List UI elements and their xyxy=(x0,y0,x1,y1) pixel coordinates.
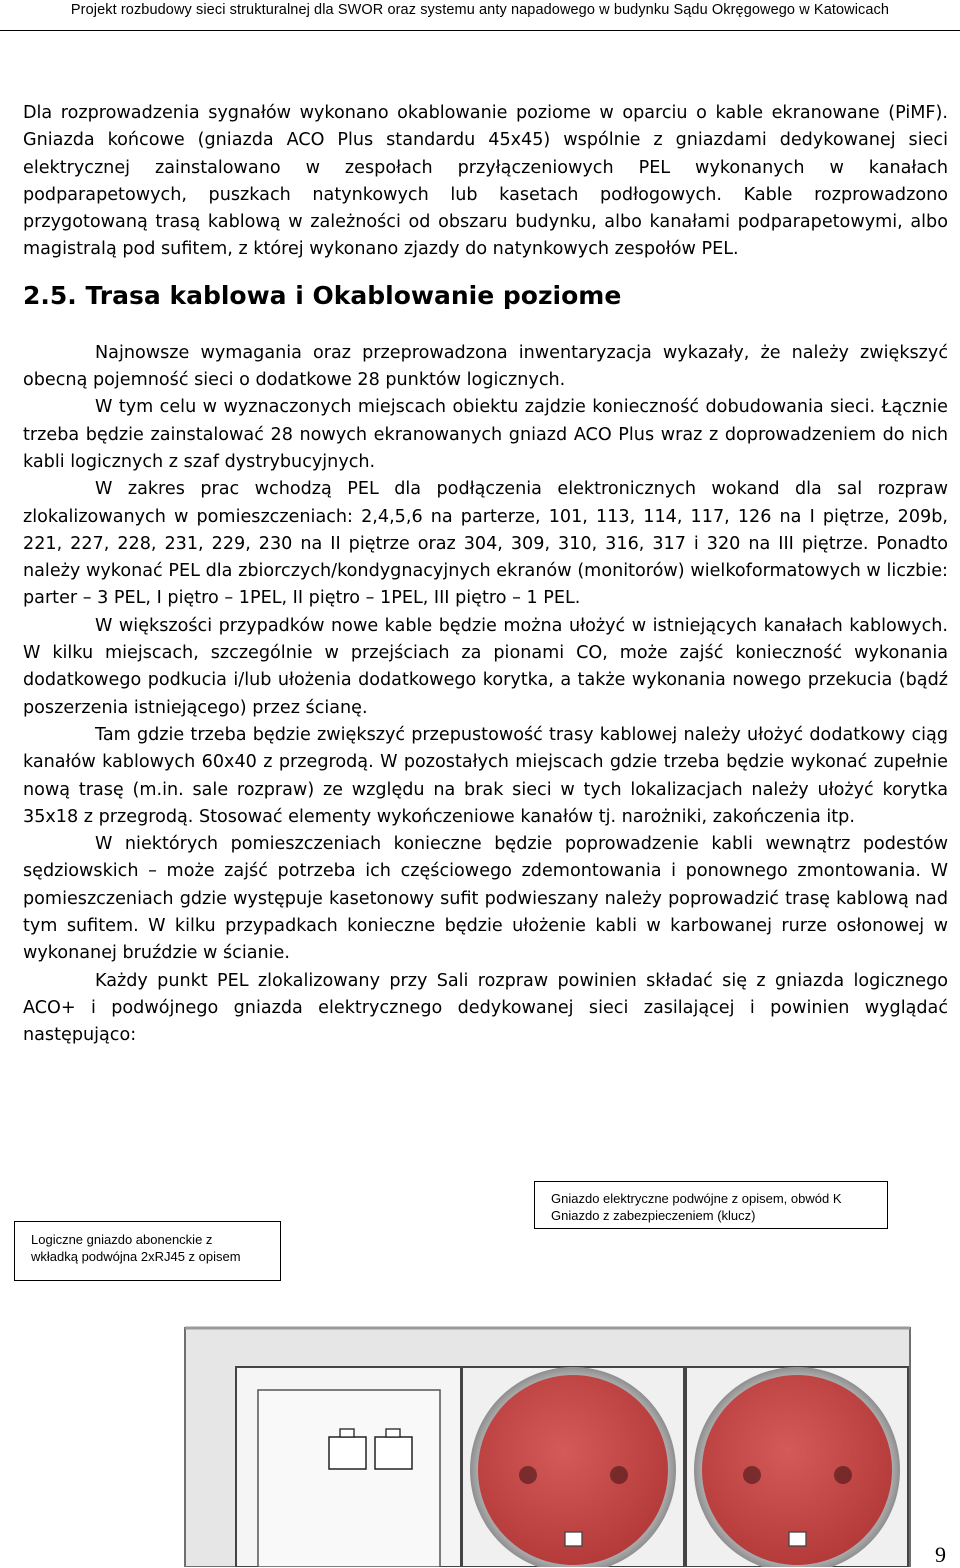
header-title: Projekt rozbudowy sieci strukturalnej dla SWOR oraz systemu anty napadowego w budynku Sądu Okręgowego w Katowicach xyxy=(70,2,890,18)
rj45-port-icon xyxy=(329,1437,366,1469)
body-paragraph: W większości przypadków nowe kable będzie można ułożyć w istniejących kanałach kablowych. W kilku miejscach, szczególnie w przejściach za pionami CO, może zajść konieczność wykonania dodatkowego podkucia i/lub ułożenia dodatkowego korytka, a także wykonania nowego przekucia (bądź poszerzenia istniejącego) przez ścianę. xyxy=(23,615,948,718)
body-paragraph: Najnowsze wymagania oraz przeprowadzona inwentaryzacja wykazały, że należy zwiększyć obecną pojemność sieci o dodatkowe 28 punktów logicznych. xyxy=(23,342,948,391)
body-paragraph: W niektórych pomieszczeniach konieczne będzie poprowadzenie kabli wewnątrz podestów sędziowskich – może zajść potrzeba ich częściowego zdemontowania i ponownego zmontowania. W pomieszczeniach gdzie występuje kasetonowy sufit podwieszany należy poprowadzić trasę kablową nad tym sufitem. W kilku przypadkach konieczne będzie ułożenie kabli w karbowanej rurze osłonowej w wykonanej bruździe w ścianie. xyxy=(23,834,948,964)
callout-line: wkładką podwójna 2xRJ45 z opisem xyxy=(31,1249,241,1264)
page-number: 9 xyxy=(935,1542,946,1567)
socket-key-icon xyxy=(565,1532,582,1546)
power-socket-callout xyxy=(534,1181,888,1229)
body-paragraph: W tym celu w wyznaczonych miejscach obiektu zajdzie konieczność dobudowania sieci. Łącznie trzeba będzie zainstalować 28 nowych ekranowanych gniazd ACO Plus wraz z doprowadzeniem do nich kabli logicznych z szaf dystrybucyjnych. xyxy=(23,397,948,472)
body-paragraph: W zakres prac wchodzą PEL dla podłączenia elektronicznych wokand dla sal rozpraw zlokalizowanych w pomieszczeniach: 2,4,5,6 na parterze, 101, 113, 114, 117, 126 na I piętrze, 209b, 221, 227, 228, 231, 229, 230 na II piętrze oraz 304, 309, 310, 316, 317 i 320 na III piętrze. Ponadto należy wykonać PEL dla zbiorczych/kondygnacyjnych ekranów (monitorów) wielkoformatowych w liczbie: parter – 3 PEL, I piętro – 1PEL, II piętro – 1PEL, III piętro – 1 PEL. xyxy=(23,479,948,609)
data-socket-callout xyxy=(14,1221,281,1281)
rj45-port-icon xyxy=(375,1437,412,1469)
callout-line: Logiczne gniazdo abonenckie z xyxy=(31,1232,213,1247)
body-paragraph: Każdy punkt PEL zlokalizowany przy Sali rozpraw powinien składać się z gniazda logicznego ACO+ i podwójnego gniazda elektrycznego dedykowanej sieci zasilającej i powinien wyglądać następująco: xyxy=(23,970,948,1046)
body-paragraph: Tam gdzie trzeba będzie zwiększyć przepustowość trasy kablowej należy ułożyć dodatkowy ciąg kanałów kablowych 60x40 z przegrodą. W pozostałych miejscach gdzie trzeba będzie wykonać zupełnie nową trasę (m.in. sale rozpraw) ze względu na brak sieci w tych lokalizacjach należy ułożyć korytka 35x18 z przegrodą. Stosować elementy wykończeniowe kanałów tj. narożniki, zakończenia itp. xyxy=(23,724,948,827)
intro-paragraph: Dla rozprowadzenia sygnałów wykonano okablowanie poziome w oparciu o kable ekranowane (PiMF). Gniazda końcowe (gniazda ACO Plus standardu 45x45) wspólnie z gniazdami dedykowanej sieci elektrycznej zainstalowano w zespołach przyłączeniowych PEL wykonanych w kanałach podparapetowych, puszkach natynkowych lub kasetach podłogowych. Kable rozprowadzono przygotowaną trasą kablową w zależności od obszaru budynku, albo kanałami podparapetowymi, albo magistralą pod sufitem, z której wykonano zjazdy do natynkowych zespołów PEL. xyxy=(23,103,948,260)
section-heading: 2.5. Trasa kablowa i Okablowanie poziome xyxy=(23,280,622,310)
socket-key-icon xyxy=(789,1532,806,1546)
callout-line: Gniazdo z zabezpieczeniem (klucz) xyxy=(551,1208,756,1223)
callout-line: Gniazdo elektryczne podwójne z opisem, obwód K xyxy=(551,1191,842,1206)
